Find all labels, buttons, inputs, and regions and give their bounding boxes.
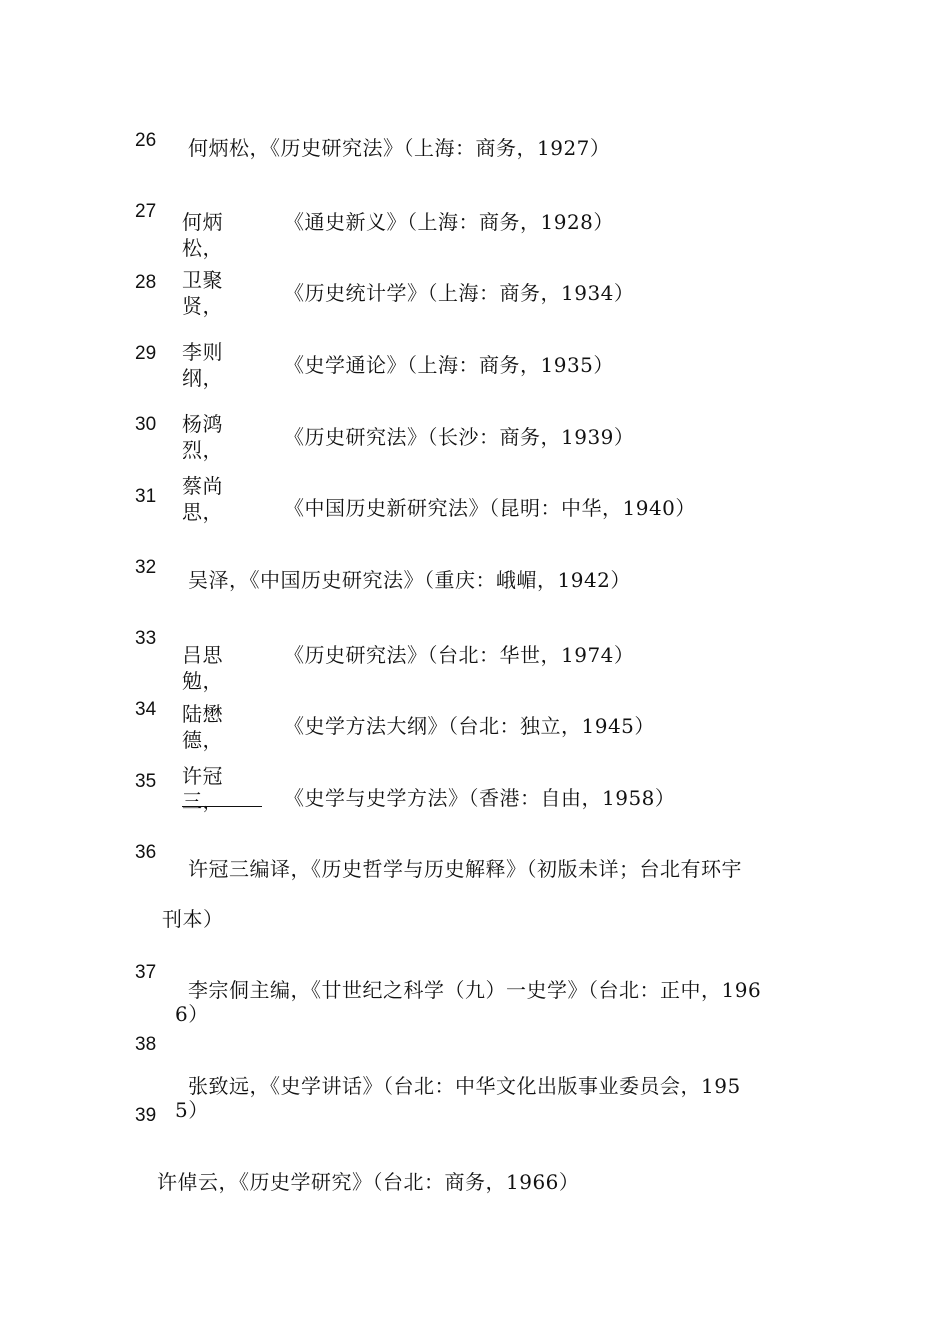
entry-author: 松， [182,236,223,260]
entry-author: 勉， [182,669,223,693]
entry-number: 37 [135,962,157,983]
entry-author: 许冠 [182,764,223,788]
entry-number: 35 [135,771,157,792]
entry-author: 李则 [182,340,223,364]
entry-author: 贤， [182,294,223,318]
entry-work: 《中国历史新研究法》（昆明：中华，1940） [284,496,696,520]
entry-work: 《史学与史学方法》（香港：自由，1958） [284,786,676,810]
entry-author: 何炳 [182,210,223,234]
entry-text: 何炳松，《历史研究法》（上海：商务，1927） [188,136,611,160]
entry-number: 27 [135,201,157,222]
entry-author: 卫聚 [182,268,223,292]
entry-number: 28 [135,272,157,293]
entry-number: 26 [135,130,157,151]
entry-work: 《历史统计学》（上海：商务，1934） [284,281,635,305]
entry-text-continued: 6） [175,1002,209,1026]
entry-number: 29 [135,343,157,364]
entry-number: 32 [135,557,157,578]
entry-number: 36 [135,842,157,863]
entry-number: 39 [135,1105,157,1126]
entry-text: 吴泽，《中国历史研究法》（重庆：峨嵋，1942） [188,568,631,592]
entry-author: 三， [182,789,223,813]
entry-text: 李宗侗主编，《廿世纪之科学（九）一史学》（台北：正中，196 [188,978,762,1002]
entry-author: 杨鸿 [182,412,223,436]
entry-number: 34 [135,699,157,720]
entry-work: 《通史新义》（上海：商务，1928） [284,210,614,234]
entry-author: 吕思 [182,643,223,667]
entry-work: 《历史研究法》（台北：华世，1974） [284,643,635,667]
underline-rule [182,806,262,807]
entry-work: 《历史研究法》（长沙：商务，1939） [284,425,635,449]
entry-text-continued: 刊本） [162,907,224,931]
entry-number: 30 [135,414,157,435]
entry-text: 许倬云，《历史学研究》（台北：商务，1966） [157,1170,580,1194]
entry-work: 《史学通论》（上海：商务，1935） [284,353,614,377]
entry-author: 蔡尚 [182,474,223,498]
entry-work: 《史学方法大纲》（台北：独立，1945） [284,714,655,738]
entry-author: 陆懋 [182,702,223,726]
entry-text-continued: 5） [175,1098,209,1122]
entry-author: 纲， [182,366,223,390]
entry-text: 张致远，《史学讲话》（台北：中华文化出版事业委员会，195 [188,1074,741,1098]
entry-author: 烈， [182,438,223,462]
entry-author: 思， [182,500,223,524]
entry-number: 31 [135,486,157,507]
entry-text: 许冠三编译，《历史哲学与历史解释》（初版未详；台北有环宇 [188,857,742,881]
entry-number: 38 [135,1034,157,1055]
entry-author: 德， [182,728,223,752]
entry-number: 33 [135,628,157,649]
